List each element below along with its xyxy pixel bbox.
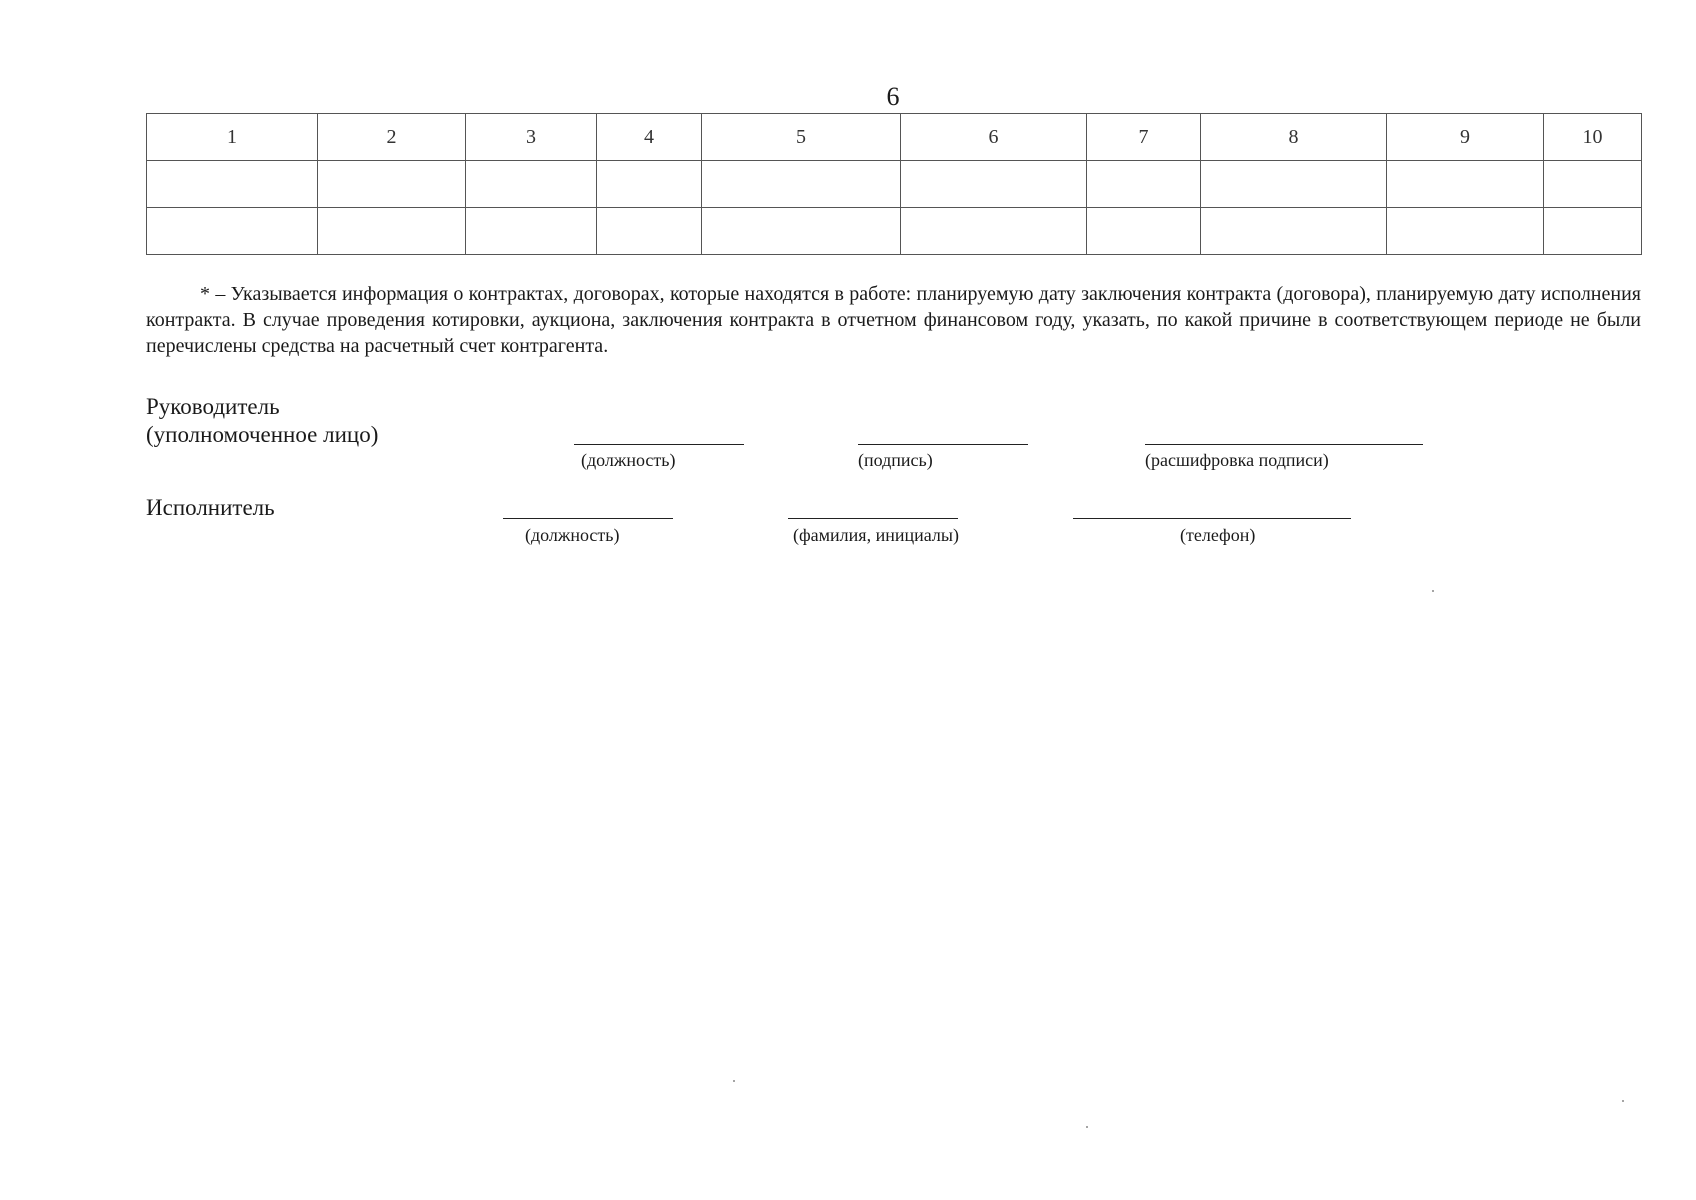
table-cell (1087, 208, 1201, 255)
head-position-line[interactable] (574, 444, 744, 445)
page-number: 6 (886, 82, 900, 111)
table-cell (702, 208, 901, 255)
executor-phone-line[interactable] (1073, 518, 1351, 519)
head-signature-line[interactable] (858, 444, 1028, 445)
head-decoding-line[interactable] (1145, 444, 1423, 445)
executor-name-line[interactable] (788, 518, 958, 519)
table-cell (318, 161, 466, 208)
column-number: 2 (318, 114, 466, 161)
table-cell (901, 208, 1087, 255)
table-cell (318, 208, 466, 255)
table-cell (466, 161, 597, 208)
table-header-row (147, 114, 1642, 161)
head-decoding-caption: (расшифровка подписи) (1145, 450, 1329, 470)
table-cell (1387, 208, 1544, 255)
footnote: * – Указывается информация о контрактах, договорах, которые находятся в работе: планируемую дату заключения контракта (договора), планируемую дату исполнения контракта. В случае проведения котировки, аукциона, заключения контракта в отчетном финансовом году, указать, по какой причине в соответствующем периоде не были перечислены средства на расчетный счет контрагента. (146, 283, 1641, 357)
scan-speck (1086, 1126, 1088, 1128)
data-table (146, 113, 1642, 255)
table-cell (147, 161, 318, 208)
executor-name-caption: (фамилия, инициалы) (793, 525, 959, 545)
executor-position-caption: (должность) (525, 525, 620, 545)
column-number: 3 (466, 114, 597, 161)
column-number: 7 (1087, 114, 1201, 161)
column-number: 9 (1387, 114, 1544, 161)
table-cell (1544, 161, 1642, 208)
table-cell (1387, 161, 1544, 208)
table-row (147, 161, 1642, 208)
table-cell (702, 161, 901, 208)
table-cell (147, 208, 318, 255)
table-cell (466, 208, 597, 255)
head-title: Руководитель (146, 394, 280, 419)
table-row (147, 208, 1642, 255)
column-number: 1 (147, 114, 318, 161)
column-number: 5 (702, 114, 901, 161)
table-cell (1201, 161, 1387, 208)
table-cell (597, 161, 702, 208)
column-number: 10 (1544, 114, 1642, 161)
executor-title: Исполнитель (146, 495, 275, 520)
table-cell (597, 208, 702, 255)
table-cell (901, 161, 1087, 208)
column-number: 4 (597, 114, 702, 161)
column-number: 8 (1201, 114, 1387, 161)
executor-phone-caption: (телефон) (1180, 525, 1256, 545)
table-cell (1201, 208, 1387, 255)
head-position-caption: (должность) (581, 450, 676, 470)
scan-speck (733, 1080, 735, 1082)
column-number: 6 (901, 114, 1087, 161)
head-signature-caption: (подпись) (858, 450, 933, 470)
head-subtitle: (уполномоченное лицо) (146, 422, 379, 447)
executor-position-line[interactable] (503, 518, 673, 519)
scan-speck (1622, 1100, 1624, 1102)
table-cell (1544, 208, 1642, 255)
scan-speck (1432, 590, 1434, 592)
table-cell (1087, 161, 1201, 208)
